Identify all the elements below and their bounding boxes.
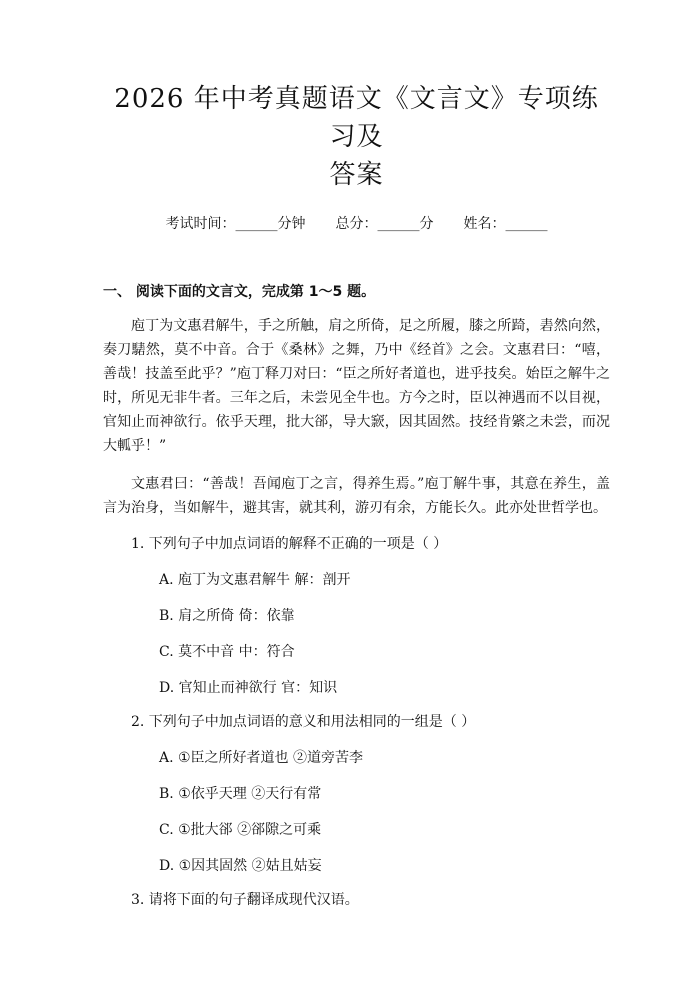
page-title: [103, 80, 610, 194]
option-d: D. ①因其固然 ②姑且姑妄: [159, 858, 322, 874]
option-list: [103, 570, 610, 698]
title-line-2: 答案: [329, 160, 384, 190]
option-a: A. 庖丁为文惠君解牛 解：剖开: [159, 572, 351, 588]
option-list: [103, 748, 610, 876]
question-1: [103, 534, 610, 698]
option-b: B. 肩之所倚 倚：依靠: [159, 608, 295, 624]
student-name-label: 姓名：______: [463, 216, 548, 232]
question-stem: 1. 下列句子中加点词语的解释不正确的一项是（ ）: [131, 536, 448, 552]
reading-passage: [103, 314, 610, 520]
option-a: A. ①臣之所好者道也 ②道旁苦李: [159, 750, 364, 766]
total-score-label: 总分：______分: [335, 216, 434, 232]
option-c: C. ①批大郤 ②郤隙之可乘: [159, 822, 322, 838]
option-c: C. 莫不中音 中：符合: [159, 644, 295, 660]
passage-paragraph-1: 庖丁为文惠君解牛，手之所触，肩之所倚，足之所履，膝之所踦，砉然向然，奏刀騞然，莫不中音。合于《桑林》之舞，乃中《经首》之会。文惠君曰：“嘻，善哉！技盖至此乎？”庖丁释刀对曰：“臣之所好者道也，进乎技矣。始臣之解牛之时，所见无非牛者。三年之后，未尝见全牛也。方今之时，臣以神遇而不以目视，官知止而神欲行。依乎天理，批大郤，导大窾，因其固然。技经肯綮之未尝，而况大軱乎！”: [103, 318, 610, 454]
question-stem: 2. 下列句子中加点词语的意义和用法相同的一组是（ ）: [131, 714, 476, 730]
option-d: D. 官知止而神欲行 官：知识: [159, 680, 338, 696]
exam-time-label: 考试时间：______分钟: [165, 216, 306, 232]
question-stem: 3. 请将下面的句子翻译成现代汉语。: [131, 892, 359, 908]
exam-page: [0, 80, 700, 985]
question-3: [103, 890, 610, 910]
title-line-1: 2026 年中考真题语文《文言文》专项练习及: [114, 84, 599, 152]
section-heading: 一、 阅读下面的文言文，完成第 1～5 题。: [103, 284, 376, 300]
exam-meta: [103, 214, 610, 234]
option-b: B. ①依乎天理 ②天行有常: [159, 786, 322, 802]
question-2: [103, 712, 610, 876]
passage-paragraph-2: 文惠君曰：“善哉！吾闻庖丁之言，得养生焉。”庖丁解牛事，其意在养生，盖言为治身，当如解牛，避其害，就其利，游刃有余，方能长久。此亦处世哲学也。: [103, 476, 610, 516]
